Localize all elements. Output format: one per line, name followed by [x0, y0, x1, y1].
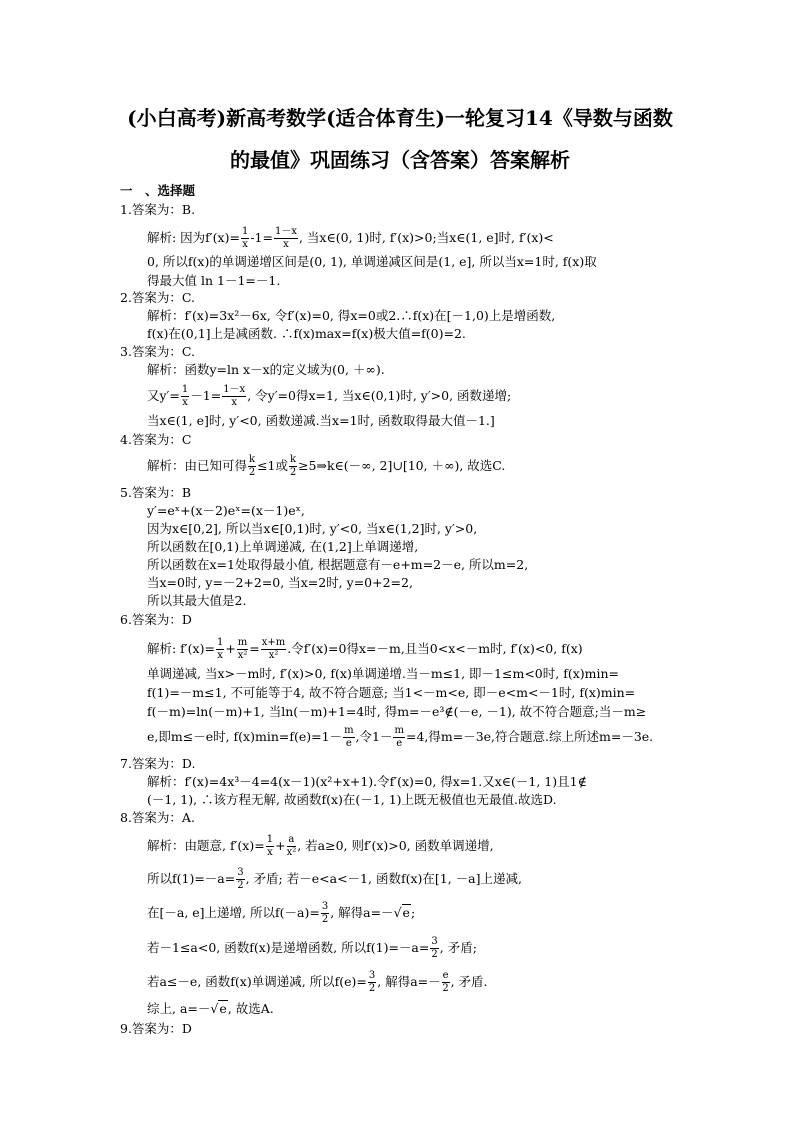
q8-solution-line-3: 在[－a, e]上递增, 所以f(－a)= $\frac{3}{2}$ , 解得a=－√e;: [147, 901, 416, 925]
q5-solution-line-1: y′=eˣ+(x－2)eˣ=(x－1)eˣ,: [147, 503, 305, 518]
fraction: $\frac{3}{2}$: [237, 867, 244, 891]
document-title-line-1: (小白高考)新高考数学(适合体育生)一轮复习14《导数与函数: [127, 106, 673, 130]
square-root: e: [402, 905, 410, 920]
q6-solution-line-3: f(1)=－m≤1, 不可能等于4, 故不符合题意; 当1<－m<e, 即－e<m<－1时, f(x)min=: [147, 685, 636, 700]
q1-solution-line-2: 0, 所以f(x)的单调递增区间是(0, 1), 单调递减区间是(1, e], 所以当x=1时, f(x)取: [147, 254, 597, 269]
fraction: $\frac{a}{\text{x²}}$: [286, 834, 297, 858]
fraction: $\frac{1}{x}$: [241, 226, 249, 250]
q8-solution-line-5: 若a≤－e, 函数f(x)单调递减, 所以f(e)= $\frac{3}{2}$ , 解得a=－ $\frac{e}{2}$ , 矛盾.: [147, 970, 488, 994]
q5-solution-line-4: 所以函数在x=1处取得最小值, 根据题意有－e+m=2－e, 所以m=2,: [147, 557, 529, 572]
square-root: e: [219, 1001, 227, 1016]
q6-solution-line-5: e,即m≤－e时, f(x)min=f(e)=1－ $\frac{m}{e}$ ,令1－ $\frac{m}{e}$ =4,得m=－3e,符合题意.综上所述m=－3e.: [147, 725, 654, 749]
document-title-line-2: 的最值》巩固练习（含答案）答案解析: [230, 148, 570, 172]
fraction: $\frac{1-x}{x}$: [274, 226, 297, 250]
q3-solution-line-2: 又y′= $\frac{1}{x}$ －1= $\frac{1-x}{x}$ , 令y′=0得x=1, 当x∈(0,1)时, y′>0, 函数递增;: [147, 384, 512, 408]
fraction: $\frac{1}{x}$: [216, 637, 224, 661]
fraction: $\frac{k}{2}$: [248, 454, 256, 478]
q5-answer: 5.答案为：B: [120, 485, 192, 500]
q4-answer: 4.答案为：C: [120, 432, 192, 447]
fraction: $\frac{1-x}{x}$: [223, 384, 246, 408]
q2-solution-line-2: f(x)在(0,1]上是减函数. ∴f(x)max=f(x)极大值=f(0)=2.: [147, 326, 466, 341]
q7-answer: 7.答案为：D.: [120, 756, 196, 771]
q8-solution-line-4: 若－1≤a<0, 函数f(x)是递增函数, 所以f(1)=－a= $\frac{3}{2}$ , 矛盾;: [147, 936, 477, 960]
q8-solution-line-1: 解析：由题意, f′(x)= $\frac{1}{x}$ + $\frac{a}{\text{x²}}$ , 若a≥0, 则f′(x)>0, 函数单调递增,: [147, 834, 494, 858]
q6-solution-line-1: 解析: f′(x)= $\frac{1}{x}$ + $\frac{m}{\text{x²}}$ = $\frac{x+m}{\text{x²}}$ .令f′(x)=0得x=－m,且当0<x<－m时, f′(x)<0, f(x): [147, 637, 583, 661]
q6-solution-line-4: f(－m)=ln(－m)+1, 当ln(－m)+1=4时, 得m=－e³∉(－e, －1), 故不符合题意;当－m≥: [147, 704, 647, 719]
q1-answer: 1.答案为：B.: [120, 202, 196, 217]
fraction: $\frac{m}{e}$: [344, 725, 354, 749]
q3-solution-line-3: 当x∈(1, e]时, y′<0, 函数递减.当x=1时, 函数取得最大值－1.]: [147, 413, 495, 428]
fraction: $\frac{1}{x}$: [181, 384, 189, 408]
q8-answer: 8.答案为：A.: [120, 810, 195, 825]
fraction: $\frac{x+m}{\text{x²}}$: [261, 637, 286, 661]
q4-solution-line-1: 解析：由已知可得 $\frac{k}{2}$ ≤1或 $\frac{k}{2}$ ≥5⇒k∈(－∞, 2]∪[10, ＋∞), 故选C.: [147, 454, 506, 478]
q8-solution-line-2: 所以f(1)=－a= $\frac{3}{2}$ , 矛盾; 若－e<a<－1, 函数f(x)在[1, －a]上递减,: [147, 867, 522, 891]
q3-answer: 3.答案为：C.: [120, 344, 196, 359]
q8-solution-line-6: 综上, a=－√e, 故选A.: [147, 1001, 274, 1016]
q1-solution-line-1: 解析: 因为f′(x)= $\frac{1}{x}$ -1= $\frac{1-x}{x}$ , 当x∈(0, 1)时, f′(x)>0;当x∈(1, e]时, f′(x)<: [147, 226, 554, 250]
q5-solution-line-6: 所以其最大值是2.: [147, 593, 247, 608]
q2-answer: 2.答案为：C.: [120, 290, 196, 305]
q5-solution-line-2: 因为x∈[0,2], 所以当x∈[0,1)时, y′<0, 当x∈(1,2]时, y′>0,: [147, 521, 478, 536]
q9-answer: 9.答案为：D: [120, 1021, 192, 1036]
q6-answer: 6.答案为：D: [120, 612, 192, 627]
fraction: $\frac{3}{2}$: [321, 901, 329, 925]
q7-solution-line-1: 解析：f′(x)=4x³－4=4(x－1)(x²+x+1).令f′(x)=0, 得x=1.又x∈(－1, 1)且1∉: [147, 774, 587, 789]
fraction: $\frac{m}{e}$: [394, 725, 404, 749]
q1-solution-line-3: 得最大值 ln 1－1=－1.: [147, 273, 281, 288]
fraction: $\frac{3}{2}$: [368, 970, 376, 994]
fraction: $\frac{e}{2}$: [442, 970, 449, 994]
fraction: $\frac{1}{x}$: [266, 834, 274, 858]
fraction: $\frac{k}{2}$: [289, 454, 297, 478]
q7-solution-line-2: (－1, 1), ∴该方程无解, 故函数f(x)在(－1, 1)上既无极值也无最值.故选D.: [147, 792, 557, 807]
fraction: $\frac{m}{\text{x²}}$: [237, 637, 248, 661]
q6-solution-line-2: 单调递减, 当x>－m时, f′(x)>0, f(x)单调递增.当－m≤1, 即－1≤m<0时, f(x)min=: [147, 666, 619, 681]
q2-solution-line-1: 解析：f′(x)=3x²－6x, 令f′(x)=0, 得x=0或2.∴f(x)在[－1,0)上是增函数,: [147, 308, 556, 323]
fraction: $\frac{3}{2}$: [431, 936, 438, 960]
q3-solution-line-1: 解析：函数y=ln x－x的定义域为(0, ＋∞).: [147, 362, 385, 377]
q5-solution-line-5: 当x=0时, y=－2+2=0, 当x=2时, y=0+2=2,: [147, 575, 413, 590]
section-heading: 一 、选择题: [120, 183, 196, 198]
q5-solution-line-3: 所以函数在[0,1)上单调递减, 在(1,2]上单调递增,: [147, 539, 419, 554]
